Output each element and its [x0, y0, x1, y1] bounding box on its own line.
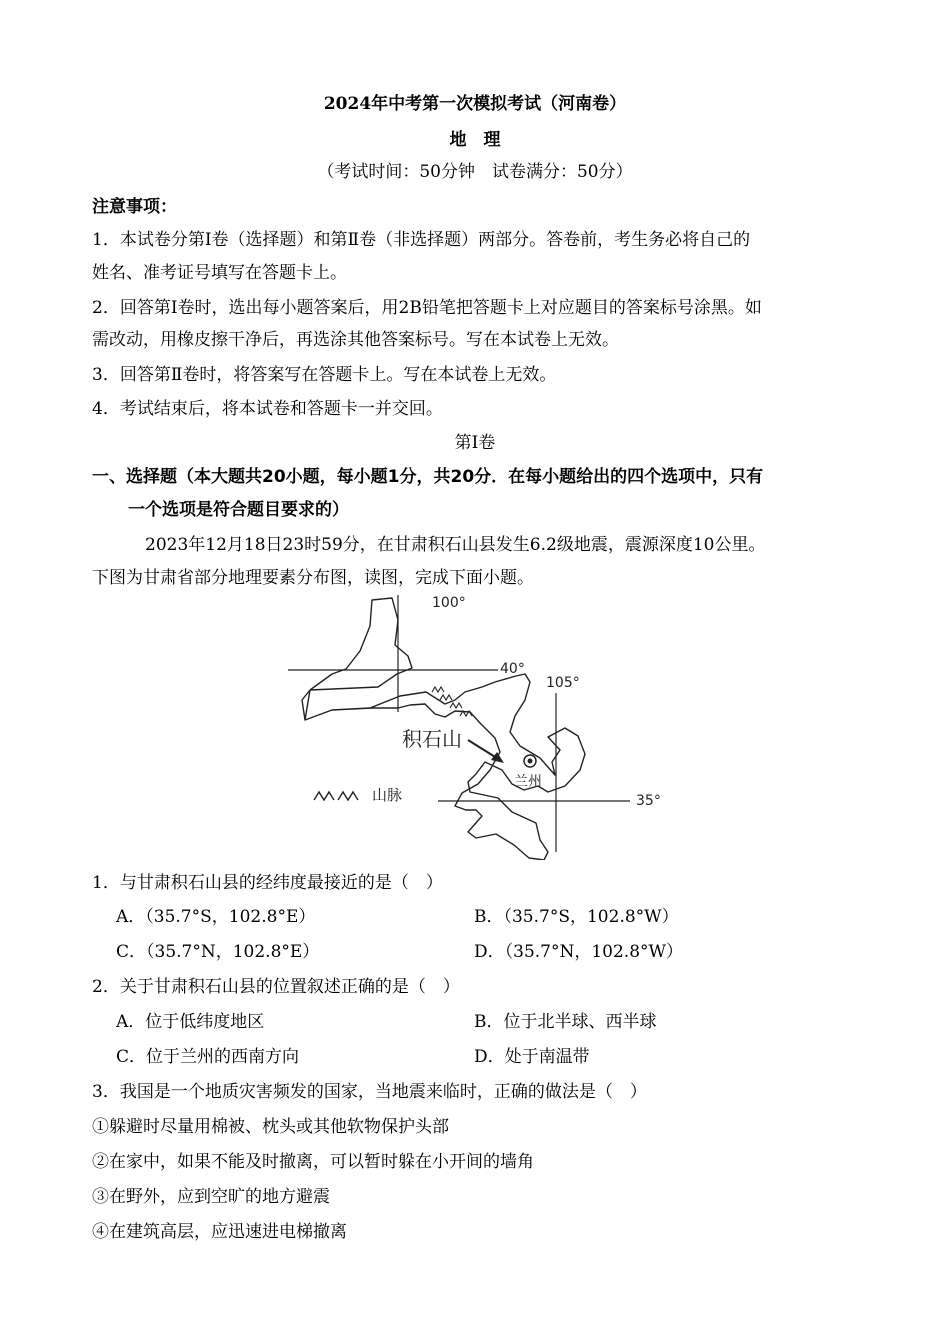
q2-option-b: B．位于北半球、西半球 — [474, 1012, 657, 1032]
q3-option-4: ④在建筑高层，应迅速进电梯撤离 — [92, 1222, 347, 1242]
mountain-legend-icon — [314, 792, 358, 800]
lanzhou-marker-dot — [528, 759, 533, 764]
label-lat-35: 35° — [636, 793, 661, 809]
label-lon-100: 100° — [432, 595, 466, 611]
label-lanzhou: 兰州 — [514, 774, 542, 790]
exam-info: （考试时间：50分钟 试卷满分：50分） — [317, 162, 633, 182]
q1-option-a: A．（35.7°S，102.8°E） — [116, 907, 316, 927]
notice-item-3: 3．回答第Ⅱ卷时，将答案写在答题卡上。写在本试卷上无效。 — [92, 365, 557, 385]
stem-line-2: 下图为甘肃省部分地理要素分布图，读图，完成下面小题。 — [92, 568, 534, 588]
notice-item-1-line-2: 姓名、准考证号填写在答题卡上。 — [92, 263, 347, 283]
q2-option-d: D．处于南温带 — [474, 1047, 590, 1067]
section-heading-line-2: 一个选项是符合题目要求的） — [128, 500, 349, 520]
stem-line-1: 2023年12月18日23时59分，在甘肃积石山县发生6.2级地震，震源深度10公里。 — [145, 535, 766, 555]
q1-option-d: D．（35.7°N，102.8°W） — [474, 942, 683, 962]
notice-item-2-line-1: 2．回答第Ⅰ卷时，选出每小题答案后，用2B铅笔把答题卡上对应题目的答案标号涂黑。如 — [92, 298, 762, 318]
q3-stem: 3．我国是一个地质灾害频发的国家，当地震来临时，正确的做法是（ ） — [92, 1082, 647, 1102]
q2-stem: 2．关于甘肃积石山县的位置叙述正确的是（ ） — [92, 977, 460, 997]
label-jishishan: 积石山 — [402, 727, 462, 751]
gansu-map — [280, 590, 680, 860]
notice-item-1-line-1: 1．本试卷分第Ⅰ卷（选择题）和第Ⅱ卷（非选择题）两部分。答卷前，考生务必将自己的 — [92, 230, 751, 250]
exam-title: 2024年中考第一次模拟考试（河南卷） — [323, 94, 627, 114]
part1-heading: 第Ⅰ卷 — [454, 433, 496, 453]
notice-item-4: 4．考试结束后，将本试卷和答题卡一并交回。 — [92, 399, 443, 419]
q2-option-c: C．位于兰州的西南方向 — [116, 1047, 300, 1067]
notice-heading: 注意事项： — [92, 197, 177, 217]
q1-option-b: B．（35.7°S，102.8°W） — [474, 907, 679, 927]
notice-item-2-line-2: 需改动，用橡皮擦干净后，再选涂其他答案标号。写在本试卷上无效。 — [92, 330, 619, 350]
q2-option-a: A．位于低纬度地区 — [116, 1012, 265, 1032]
label-lat-40: 40° — [500, 661, 525, 677]
q3-option-1: ①躲避时尽量用棉被、枕头或其他软物保护头部 — [92, 1117, 449, 1137]
q1-stem: 1．与甘肃积石山县的经纬度最接近的是（ ） — [92, 873, 443, 893]
mountain-legend-label: 山脉 — [372, 786, 403, 804]
subject-title: 地 理 — [449, 130, 501, 150]
q3-option-3: ③在野外，应到空旷的地方避震 — [92, 1187, 330, 1207]
jishishan-arrow-head — [491, 752, 504, 763]
label-lon-105: 105° — [546, 675, 580, 691]
section-heading-line-1: 一、选择题（本大题共20小题，每小题1分，共20分．在每小题给出的四个选项中，只有 — [92, 467, 764, 487]
q3-option-2: ②在家中，如果不能及时撤离，可以暂时躲在小开间的墙角 — [92, 1152, 534, 1172]
q1-option-c: C．（35.7°N，102.8°E） — [116, 942, 320, 962]
